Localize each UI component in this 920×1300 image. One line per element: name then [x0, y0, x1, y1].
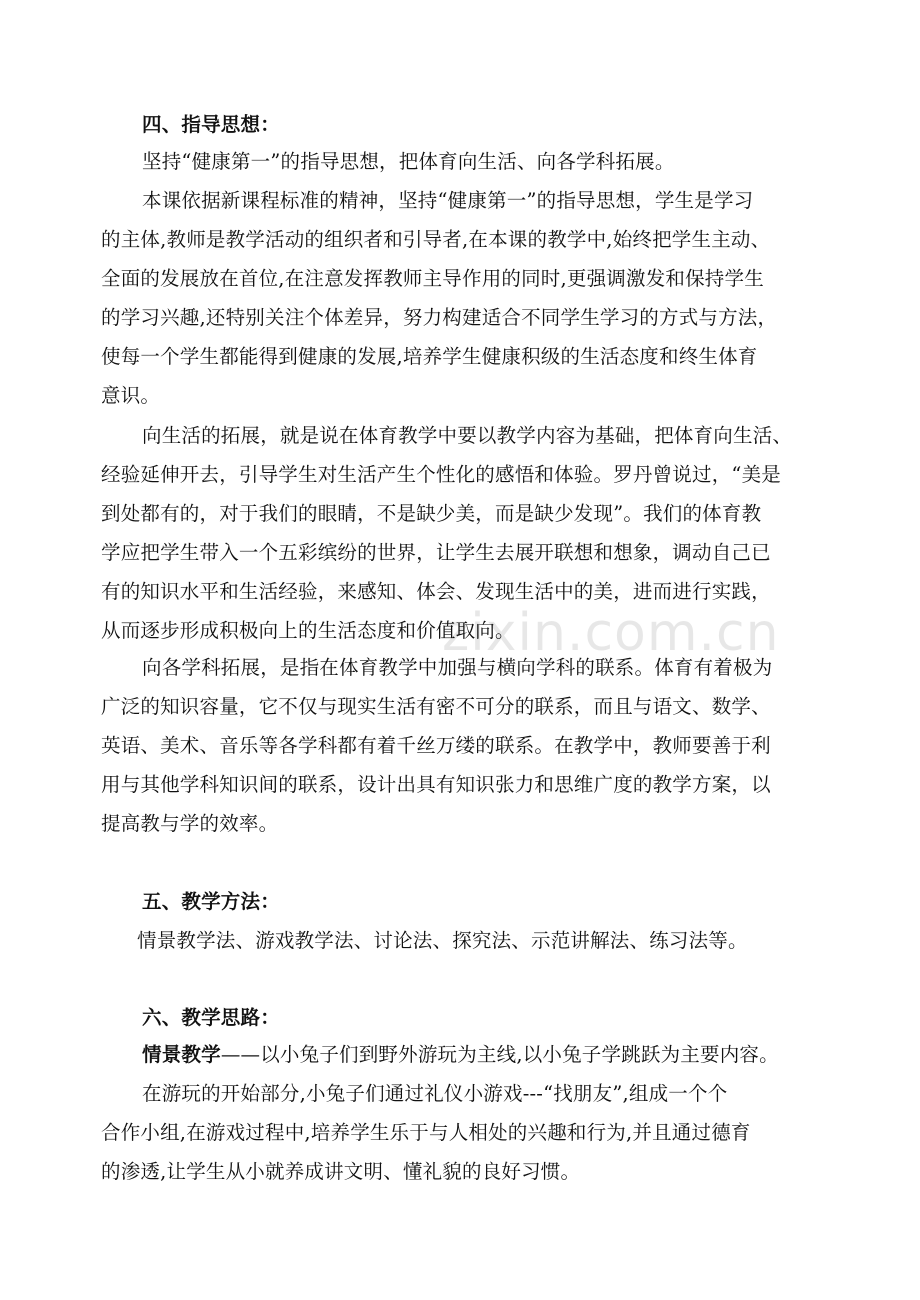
- paragraph-line: 到处都有的，对于我们的眼睛，不是缺少美，而是缺少发现”。我们的体育教: [101, 502, 762, 525]
- paragraph-line: 经验延伸开去，引导学生对生活产生个性化的感悟和体验。罗丹曾说过，“美是: [101, 463, 781, 486]
- paragraph-line: 有的知识水平和生活经验，来感知、体会、发现生活中的美，进而进行实践，: [101, 580, 771, 603]
- watermark: zixin.com.cn: [442, 603, 780, 663]
- paragraph-line: 提高教与学的效率。: [101, 812, 279, 835]
- paragraph-line: 向生活的拓展，就是说在体育教学中要以教学内容为基础，把体育向生活、: [142, 424, 793, 447]
- scenario-teaching-text: ——以小兔子们到野外游玩为主线,以小兔子学跳跃为主要内容。: [220, 1043, 779, 1066]
- paragraph-health-first: 坚持“健康第一”的指导思想，把体育向生活、向各学科拓展。: [142, 150, 675, 173]
- paragraph-scenario-teaching: [142, 1040, 822, 1070]
- paragraph-line: 的主体,教师是教学活动的组织者和引导者,在本课的教学中,始终把学生主动、: [101, 228, 771, 251]
- paragraph-line: 的渗透,让学生从小就养成讲文明、懂礼貌的良好习惯。: [101, 1160, 581, 1183]
- paragraph-line: 英语、美术、音乐等各学科都有着千丝万缕的联系。在教学中，教师要善于利: [101, 734, 771, 757]
- paragraph-line: 用与其他学科知识间的联系，设计出具有知识张力和思维广度的教学方案，以: [101, 773, 771, 796]
- paragraph-line: 从而逐步形成积极向上的生活态度和价值取向。: [101, 619, 515, 642]
- paragraph-line: 使每一个学生都能得到健康的发展,培养学生健康积级的生活态度和终生体育: [101, 345, 758, 368]
- heading-guiding-ideology: 四、指导思想：: [142, 113, 280, 136]
- paragraph-line: 学应把学生带入一个五彩缤纷的世界，让学生去展开联想和想象，调动自己已: [101, 541, 771, 564]
- paragraph-line: 在游玩的开始部分,小兔子们通过礼仪小游戏---“找朋友”,组成一个个: [142, 1082, 728, 1105]
- paragraph-teaching-methods: 情景教学法、游戏教学法、讨论法、探究法、示范讲解法、练习法等。: [137, 929, 748, 952]
- paragraph-line: 向各学科拓展，是指在体育教学中加强与横向学科的联系。体育有着极为: [142, 656, 773, 679]
- paragraph-line: 合作小组,在游戏过程中,培养学生乐于与人相处的兴趣和行为,并且通过德育: [101, 1121, 751, 1144]
- heading-teaching-approach: 六、教学思路：: [142, 1006, 280, 1029]
- scenario-teaching-label: 情景教学: [142, 1043, 221, 1066]
- paragraph-line: 的学习兴趣,还特别关注个体差异，努力构建适合不同学生学习的方式与方法，: [101, 306, 778, 329]
- paragraph-line: 意识。: [101, 384, 161, 407]
- paragraph-line: 本课依据新课程标准的精神，坚持“健康第一”的指导思想，学生是学习: [142, 189, 754, 212]
- paragraph-line: 广泛的知识容量，它不仅与现实生活有密不可分的联系，而且与语文、数学、: [101, 695, 771, 718]
- heading-teaching-methods: 五、教学方法：: [142, 890, 280, 913]
- paragraph-line: 全面的发展放在首位,在注意发挥教师主导作用的同时,更强调激发和保持学生: [101, 267, 764, 290]
